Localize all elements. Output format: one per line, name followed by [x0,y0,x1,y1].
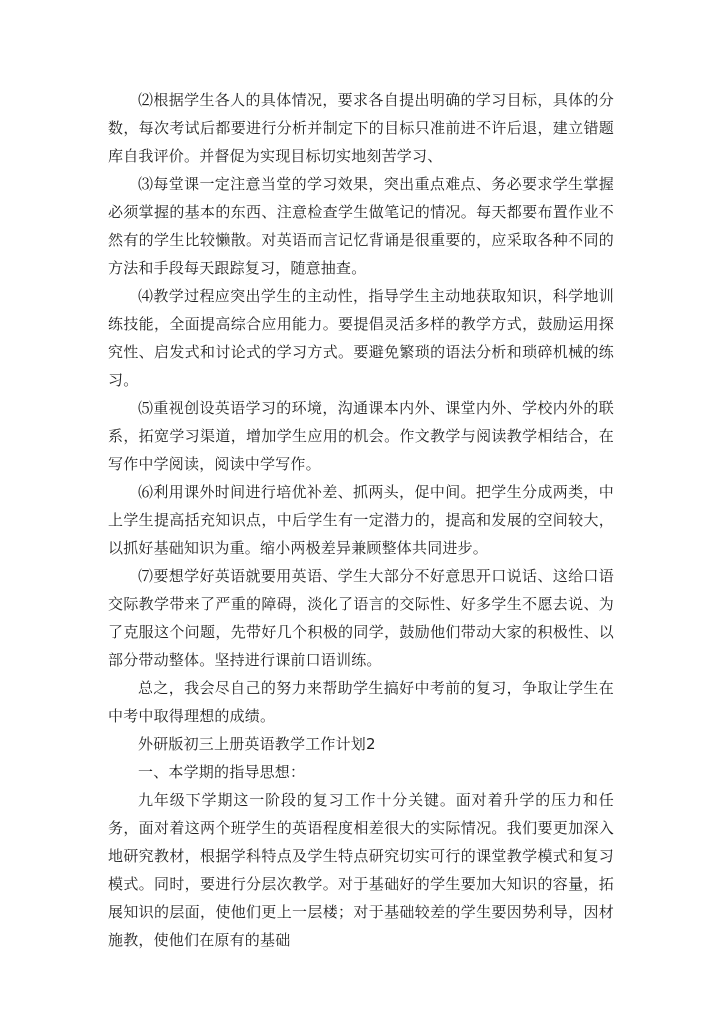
paragraph-item-4: ⑷教学过程应突出学生的主动性，指导学生主动地获取知识，科学地训练技能，全面提高综合应用能力。要提倡灵活多样的教学方式，鼓励运用探究性、启发式和讨论式的学习方式。要避免繁琐的语法分析和琐碎机械的练习。 [108,287,614,389]
paragraph-item-5: ⑸重视创设英语学习的环境，沟通课本内外、课堂内外、学校内外的联系，拓宽学习渠道，增加学生应用的机会。作文教学与阅读教学相结合，在写作中学阅读，阅读中学写作。 [108,399,614,473]
paragraph-item-6: ⑹利用课外时间进行培优补差、抓两头，促中间。把学生分成两类，中上学生提高括充知识点，中后学生有一定潜力的，提高和发展的空间较大，以抓好基础知识为重。缩小两极差异兼顾整体共同进步。 [108,483,614,557]
final-paragraph: 九年级下学期这一阶段的复习工作十分关键。面对着升学的压力和任务，面对着这两个班学生的英语程度相差很大的实际情况。我们要更加深入地研究教材，根据学科特点及学生特点研究切实可行的课堂教学模式和复习模式。同时，要进行分层次教学。对于基础好的学生要加大知识的容量，拓展知识的层面，使他们更上一层楼；对于基础较差的学生要因势利导，因材施教，使他们在原有的基础 [108,791,614,949]
subheading-guiding-thought: 一、本学期的指导思想： [138,763,306,781]
paragraph-item-3: ⑶每堂课一定注意当堂的学习效果，突出重点难点、务必要求学生掌握必须掌握的基本的东西、注意检查学生做笔记的情况。每天都要布置作业不然有的学生比较懒散。对英语而言记忆背诵是很重要的，应采取各种不同的方法和手段每天跟踪复习，随意抽查。 [108,175,614,277]
paragraph-item-2: ⑵根据学生各人的具体情况，要求各自提出明确的学习目标，具体的分数，每次考试后都要进行分析并制定下的目标只准前进不许后退，建立错题库自我评价。并督促为实现目标切实地刻苦学习、 [108,91,614,165]
section-title: 外研版初三上册英语教学工作计划2 [138,735,376,753]
paragraph-item-7: ⑺要想学好英语就要用英语、学生大部分不好意思开口说话、这给口语交际教学带来了严重的障碍，淡化了语言的交际性、好多学生不愿去说、为了克服这个问题，先带好几个积极的同学，鼓励他们带动大家的积极性、以部分带动整体。坚持进行课前口语训练。 [108,567,614,669]
summary-paragraph: 总之，我会尽自己的努力来帮助学生搞好中考前的复习，争取让学生在中考中取得理想的成绩。 [108,679,614,725]
document-body [108,86,614,954]
